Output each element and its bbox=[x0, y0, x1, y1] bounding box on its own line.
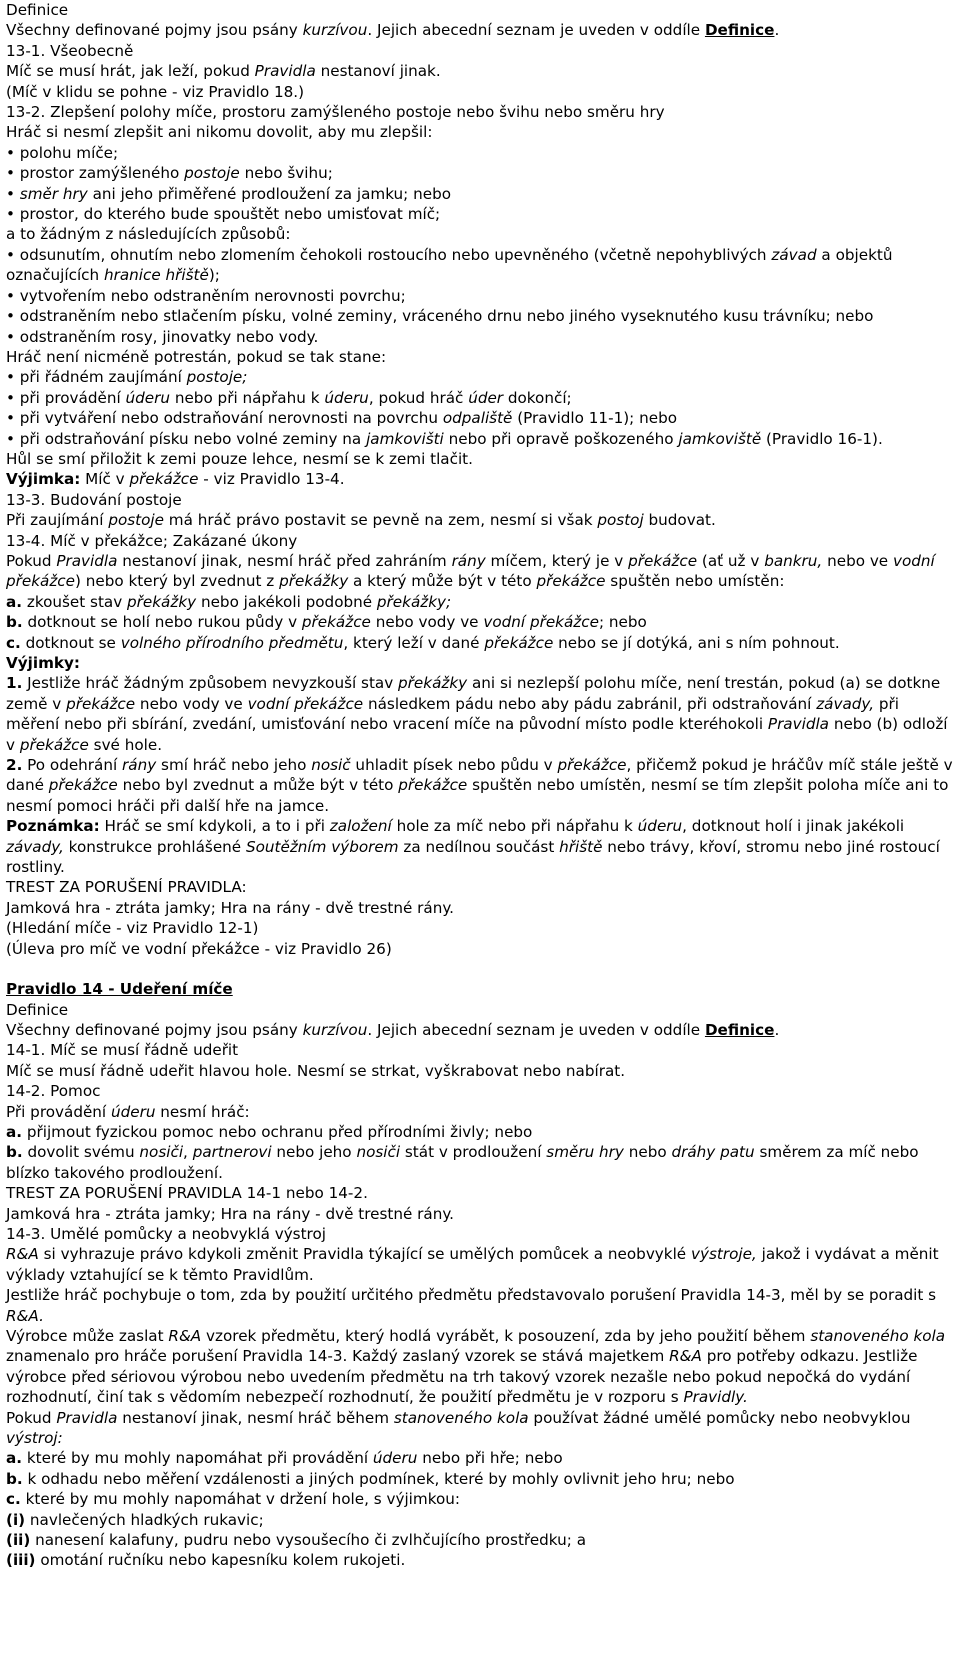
italic-term: Pravidla bbox=[254, 62, 316, 81]
paragraph bbox=[6, 1530, 954, 1550]
text-run: uhladit písek nebo půdu v bbox=[350, 756, 558, 775]
paragraph bbox=[6, 1489, 954, 1509]
text-run: budovat. bbox=[643, 511, 716, 530]
italic-term: úderu bbox=[637, 817, 683, 836]
text-run: nebo při hře; nebo bbox=[417, 1449, 563, 1468]
text-run: • odstraněním nebo stlačením písku, volné zeminy, vráceného drnu nebo jiného vyseknutého kusu trávníku; nebo bbox=[6, 307, 874, 326]
italic-term: závad bbox=[771, 245, 817, 264]
text-run: . Jejich abecední seznam je uveden v oddíle bbox=[367, 21, 705, 40]
italic-term: rány bbox=[451, 551, 486, 570]
text-run: které by mu mohly napomáhat v držení hole, s výjimkou: bbox=[20, 1490, 460, 1509]
bullet-item bbox=[6, 429, 954, 449]
text-run: Výrobce může zaslat bbox=[6, 1327, 169, 1345]
link-definice[interactable]: Pravidlo 14 - Udeření míče bbox=[6, 980, 233, 999]
text-run: nanesení kalafuny, pudru nebo vysoušecího či zvlhčujícího prostředku; a bbox=[30, 1531, 587, 1550]
italic-term: směr hry bbox=[19, 184, 88, 203]
italic-term: odpaliště bbox=[442, 409, 513, 428]
text-run: , dotknout holí i jinak jakékoli bbox=[682, 817, 905, 836]
text-run: stát v prodloužení bbox=[400, 1143, 547, 1162]
section-title: Definice bbox=[704, 1020, 775, 1039]
text-run: ani si nezlepší polohu míče, není trestán, pokud (a) se dotkne země v bbox=[6, 674, 941, 713]
text-run: Hráč se smí kdykoli, a to i při bbox=[99, 817, 330, 836]
bold-label: (i) bbox=[6, 1510, 26, 1529]
text-run: 13-4. Míč v překážce; Zakázané úkony bbox=[6, 531, 298, 550]
text-run: , bbox=[183, 1143, 193, 1162]
text-run: Hráč si nesmí zlepšit ani nikomu dovolit, aby mu zlepšil: bbox=[6, 123, 433, 142]
text-run: Po odehrání bbox=[22, 756, 123, 775]
bullet-item bbox=[6, 367, 954, 387]
bold-label: Výjimky: bbox=[6, 654, 80, 672]
italic-term: vodní překážce bbox=[6, 551, 935, 591]
italic-term: překážky; bbox=[376, 592, 452, 611]
italic-term: partnerovi bbox=[192, 1143, 272, 1162]
bullet-item bbox=[6, 204, 954, 224]
text-run: . bbox=[774, 21, 780, 40]
text-run: pro potřeby odkazu. Jestliže výrobce před sériovou výrobou nebo uvedením předmětu na trh takový vzorek nezašle nebo pokud nepočká do vydání rozhodnutí, činí tak s vědomím nebezpečí rozhodnutí, že použití předmětu je v rozporu s bbox=[6, 1347, 918, 1407]
italic-term: úder bbox=[468, 388, 504, 407]
text-run: • při odstraňování písku nebo volné zeminy na bbox=[6, 429, 367, 448]
text-run: nebo ve bbox=[822, 551, 893, 570]
text-run: má hráč právo postavit se pevně na zem, nesmí si však bbox=[163, 511, 598, 530]
text-run: smí hráč nebo jeho bbox=[156, 756, 312, 775]
text-run: • při řádném zaujímání bbox=[6, 368, 187, 387]
paragraph bbox=[6, 1102, 954, 1122]
italic-term: směru hry bbox=[546, 1143, 624, 1162]
text-run: spuštěn nebo umístěn, nesmí se tím zlepšit poloha míče ani to nesmí pomoci hráči při další hře na jamce. bbox=[6, 776, 949, 815]
section-heading bbox=[6, 979, 954, 999]
text-run: Všechny definované pojmy jsou psány bbox=[6, 1020, 303, 1039]
text-run: ani jeho přiměřené prodloužení za jamku; nebo bbox=[87, 184, 452, 203]
text-run: Pokud bbox=[6, 551, 57, 570]
italic-term: R&A bbox=[168, 1327, 202, 1345]
paragraph bbox=[6, 939, 954, 959]
text-run: Míč v bbox=[80, 470, 130, 489]
bullet-item bbox=[6, 388, 954, 408]
text-run: Jamková hra - ztráta jamky; Hra na rány - dvě trestné rány. bbox=[6, 1204, 454, 1223]
text-run: Definice bbox=[6, 1, 69, 19]
italic-term: překážky bbox=[279, 572, 349, 591]
text-run: nebo bbox=[623, 1143, 672, 1162]
text-run: Míč se musí řádně udeřit hlavou hole. Nesmí se strkat, vyškrabovat nebo nabírat. bbox=[6, 1061, 626, 1080]
text-run: Jestliže hráč žádným způsobem nevyzkouší stav bbox=[22, 674, 399, 693]
bullet-item bbox=[6, 306, 954, 326]
bold-label: a. bbox=[6, 1449, 23, 1468]
italic-term: R&A bbox=[6, 1245, 39, 1264]
italic-term: R&A. bbox=[6, 1306, 44, 1325]
text-run: navlečených hladkých rukavic; bbox=[25, 1510, 264, 1529]
text-run: Míč se musí hrát, jak leží, pokud bbox=[6, 62, 255, 81]
paragraph bbox=[6, 531, 954, 551]
text-run: nebo jakékoli podobné bbox=[196, 592, 377, 611]
text-run: při měření nebo při sbírání, zvedání, umisťování nebo vracení míče na původní místo podle kteréhokoli bbox=[6, 694, 899, 734]
text-run: ; nebo bbox=[598, 613, 647, 632]
paragraph bbox=[6, 1244, 954, 1285]
paragraph bbox=[6, 102, 954, 122]
text-run: nestanoví jinak, nesmí hráč během bbox=[117, 1408, 394, 1427]
text-run: (ať už v bbox=[697, 551, 765, 570]
paragraph bbox=[6, 755, 954, 816]
italic-term: bankru, bbox=[764, 551, 823, 570]
text-run: znamenalo pro hráče porušení Pravidla 14-3. Každý zaslaný vzorek se stává majetkem bbox=[6, 1347, 670, 1366]
italic-term: překážce bbox=[536, 572, 606, 591]
paragraph bbox=[6, 61, 954, 81]
paragraph bbox=[6, 633, 954, 653]
text-run: spuštěn nebo umístěn: bbox=[605, 572, 785, 591]
italic-term: jamkoviště bbox=[678, 429, 762, 448]
text-run: míčem, který je v bbox=[485, 551, 629, 570]
text-run: nebo švihu; bbox=[239, 164, 333, 183]
paragraph bbox=[6, 551, 954, 592]
text-run: Hráč není nicméně potrestán, pokud se tak stane: bbox=[6, 347, 387, 366]
italic-term: hřiště bbox=[559, 837, 603, 856]
italic-term: nosiči bbox=[356, 1143, 401, 1162]
text-run: nebo při nápřahu k bbox=[170, 388, 325, 407]
text-run: nebo byl zvednut a může být v této bbox=[117, 776, 399, 795]
italic-term: postoje; bbox=[186, 368, 248, 387]
italic-term: úderu bbox=[372, 1449, 418, 1468]
italic-term: závady, bbox=[816, 694, 875, 713]
text-run: Pokud bbox=[6, 1408, 57, 1427]
text-run: - viz Pravidlo 13-4. bbox=[198, 470, 345, 489]
bullet-item bbox=[6, 286, 954, 306]
bold-label: (ii) bbox=[6, 1531, 31, 1550]
text-run: které by mu mohly napomáhat při provádění bbox=[22, 1449, 373, 1468]
italic-term: stanoveného kola bbox=[810, 1327, 946, 1345]
italic-term: dráhy patu bbox=[671, 1143, 755, 1162]
text-run: dotknout se bbox=[20, 633, 121, 652]
paragraph bbox=[6, 20, 954, 40]
text-run: • bbox=[6, 184, 20, 203]
italic-term: úderu bbox=[125, 388, 170, 407]
text-run: Všechny definované pojmy jsou psány bbox=[6, 21, 303, 40]
text-run: nebo (b) odloží v bbox=[6, 715, 948, 754]
italic-term: postoje bbox=[108, 511, 164, 530]
italic-term: překážce bbox=[557, 756, 627, 775]
paragraph bbox=[6, 673, 954, 755]
bullet-item bbox=[6, 327, 954, 347]
paragraph bbox=[6, 449, 954, 469]
bold-label: c. bbox=[6, 633, 21, 652]
text-run: nebo při opravě poškozeného bbox=[443, 429, 679, 448]
text-run: • při vytváření nebo odstraňování nerovnosti na povrchu bbox=[6, 409, 443, 428]
text-run: • prostor zamýšleného bbox=[6, 164, 185, 183]
italic-term: překážce bbox=[129, 470, 199, 489]
text-run: 14-3. Umělé pomůcky a neobvyklá výstroj bbox=[6, 1224, 326, 1243]
italic-term: rány bbox=[122, 756, 157, 775]
paragraph bbox=[6, 653, 954, 673]
text-run: nestanoví jinak. bbox=[315, 62, 441, 81]
text-run: ) nebo který byl zvednut z bbox=[75, 572, 280, 591]
paragraph bbox=[6, 898, 954, 918]
text-run: a objektů označujících bbox=[6, 245, 893, 285]
paragraph bbox=[6, 1326, 954, 1408]
paragraph bbox=[6, 1122, 954, 1142]
text-run: dovolit svému bbox=[22, 1143, 140, 1162]
text-run: konstrukce prohlášené bbox=[63, 837, 246, 856]
italic-term: překážce bbox=[628, 551, 698, 570]
italic-term: výstroj: bbox=[6, 1429, 63, 1448]
paragraph bbox=[6, 1224, 954, 1244]
bullet-item bbox=[6, 143, 954, 163]
paragraph bbox=[6, 1040, 954, 1060]
bold-label: b. bbox=[6, 613, 23, 632]
text-run: Jestliže hráč pochybuje o tom, zda by použití určitého předmětu představovalo porušení Pravidla 14-3, měl by se poradit s bbox=[6, 1286, 937, 1305]
text-run: nebo vody ve bbox=[135, 694, 248, 713]
bullet-item bbox=[6, 184, 954, 204]
italic-term: stanoveného kola bbox=[393, 1408, 529, 1427]
text-run: • při provádění bbox=[6, 388, 126, 407]
text-run: nebo vody ve bbox=[370, 613, 484, 632]
text-run: zkoušet stav bbox=[22, 592, 128, 611]
text-run: své hole. bbox=[88, 735, 163, 754]
text-run: (Úleva pro míč ve vodní překážce - viz Pravidlo 26) bbox=[6, 939, 392, 958]
italic-term: výstroje, bbox=[690, 1245, 757, 1264]
bullet-item bbox=[6, 245, 954, 286]
bold-label: a. bbox=[6, 592, 23, 611]
text-run: nesmí hráč: bbox=[155, 1102, 250, 1121]
text-run: Při zaujímání bbox=[6, 511, 109, 530]
paragraph bbox=[6, 1285, 954, 1326]
bold-label: Poznámka: bbox=[6, 817, 100, 836]
paragraph bbox=[6, 816, 954, 877]
italic-term: překážce bbox=[484, 633, 554, 652]
italic-term: založení bbox=[329, 817, 392, 836]
text-run: přijmout fyzickou pomoc nebo ochranu před přírodními živly; nebo bbox=[22, 1122, 533, 1141]
text-run: • polohu míče; bbox=[6, 143, 119, 162]
text-run: , pokud hráč bbox=[368, 388, 469, 407]
italic-term: kurzívou bbox=[302, 1020, 368, 1039]
bold-label: 1. bbox=[6, 674, 23, 693]
paragraph bbox=[6, 1550, 954, 1570]
italic-term: Pravidly. bbox=[683, 1388, 748, 1407]
italic-term: hranice hřiště bbox=[104, 266, 209, 285]
bullet-item bbox=[6, 163, 954, 183]
text-run: , který leží v dané bbox=[343, 633, 485, 652]
paragraph bbox=[6, 1204, 954, 1224]
italic-term: překážky bbox=[398, 674, 468, 693]
text-run: TREST ZA PORUŠENÍ PRAVIDLA: bbox=[6, 878, 247, 897]
paragraph bbox=[6, 1183, 954, 1203]
paragraph bbox=[6, 918, 954, 938]
text-run: (Pravidlo 11-1); nebo bbox=[512, 409, 678, 428]
text-run: nebo se jí dotýká, ani s ním pohnout. bbox=[553, 633, 840, 652]
italic-term: postoj bbox=[597, 511, 644, 530]
text-run: • vytvořením nebo odstraněním nerovnosti povrchu; bbox=[6, 286, 406, 305]
bold-label: c. bbox=[6, 1490, 21, 1509]
text-run: . bbox=[774, 1020, 780, 1039]
paragraph bbox=[6, 1469, 954, 1489]
bold-label: a. bbox=[6, 1122, 23, 1141]
italic-term: R&A bbox=[669, 1347, 702, 1366]
text-run: a to žádným z následujících způsobů: bbox=[6, 225, 291, 244]
text-run: Při provádění bbox=[6, 1102, 111, 1121]
text-run: nebo jeho bbox=[271, 1143, 357, 1162]
text-run: vzorek předmětu, který hodlá vyrábět, k posouzení, zda by jeho použití během bbox=[201, 1327, 811, 1345]
paragraph bbox=[6, 612, 954, 632]
text-run: používat žádné umělé pomůcky nebo neobvyklou bbox=[528, 1408, 911, 1427]
bold-label: b. bbox=[6, 1469, 23, 1488]
text-run: a který může být v této bbox=[348, 572, 537, 591]
text-run: nebo trávy, křoví, stromu nebo jiné rostoucí rostliny. bbox=[6, 837, 940, 877]
text-run: Definice bbox=[6, 1000, 69, 1019]
italic-term: Pravidla bbox=[767, 715, 829, 734]
text-run: (Hledání míče - viz Pravidlo 12-1) bbox=[6, 919, 259, 938]
link-definice[interactable]: Definice bbox=[704, 21, 775, 40]
text-run: Jamková hra - ztráta jamky; Hra na rány - dvě trestné rány. bbox=[6, 898, 454, 917]
text-run: hole za míč nebo při nápřahu k bbox=[391, 817, 638, 836]
bold-label: 2. bbox=[6, 756, 23, 775]
italic-term: jamkovišti bbox=[366, 429, 444, 448]
paragraph bbox=[6, 0, 954, 20]
italic-term: Soutěžním výborem bbox=[245, 837, 399, 856]
paragraph bbox=[6, 82, 954, 102]
text-run: 13-2. Zlepšení polohy míče, prostoru zamýšleného postoje nebo švihu nebo směru hry bbox=[6, 103, 665, 122]
text-run: 14-1. Míč se musí řádně udeřit bbox=[6, 1041, 239, 1060]
text-run: dokončí; bbox=[503, 388, 572, 407]
italic-term: nosiči bbox=[139, 1143, 184, 1162]
text-run: 13-3. Budování postoje bbox=[6, 490, 182, 509]
italic-term: nosič bbox=[311, 756, 351, 775]
paragraph bbox=[6, 1510, 954, 1530]
paragraph bbox=[6, 1142, 954, 1183]
text-run: dotknout se holí nebo rukou půdy v bbox=[22, 613, 302, 632]
italic-term: překážce bbox=[398, 776, 468, 795]
bold-label: Výjimka: bbox=[6, 470, 81, 489]
text-run: směrem za míč nebo blízko takového prodloužení. bbox=[6, 1143, 919, 1182]
text-run: , přičemž pokud je hráčův míč stále ještě v dané bbox=[6, 756, 953, 795]
italic-term: vodní překážce bbox=[483, 613, 599, 632]
text-run: Hůl se smí přiložit k zemi pouze lehce, nesmí se k zemi tlačit. bbox=[6, 449, 473, 468]
paragraph bbox=[6, 877, 954, 897]
italic-term: překážce bbox=[66, 694, 136, 713]
paragraph bbox=[6, 1020, 954, 1040]
text-run: následkem pádu nebo aby pádu zabránil, při odstraňování bbox=[363, 694, 817, 713]
paragraph bbox=[6, 510, 954, 530]
text-run: omotání ručníku nebo kapesníku kolem rukojeti. bbox=[35, 1551, 406, 1570]
italic-term: postoje bbox=[184, 164, 240, 183]
text-run: jakož i vydávat a měnit výklady vztahující se k těmto Pravidlům. bbox=[6, 1245, 939, 1284]
paragraph bbox=[6, 1081, 954, 1101]
italic-term: překážky bbox=[127, 592, 197, 611]
text-run: (Pravidlo 16-1). bbox=[761, 429, 883, 448]
paragraph bbox=[6, 347, 954, 367]
text-run: za nedílnou součást bbox=[398, 837, 560, 856]
text-run: (Míč v klidu se pohne - viz Pravidlo 18.) bbox=[6, 82, 305, 101]
bold-label: b. bbox=[6, 1143, 23, 1162]
italic-term: úderu bbox=[324, 388, 369, 407]
bullet-item bbox=[6, 408, 954, 428]
text-run: k odhadu nebo měření vzdálenosti a jiných podmínek, které by mohly ovlivnit jeho hru; nebo bbox=[22, 1469, 735, 1488]
italic-term: úderu bbox=[110, 1102, 156, 1121]
paragraph bbox=[6, 1061, 954, 1081]
italic-term: závady, bbox=[6, 837, 64, 856]
italic-term: vodní překážce bbox=[247, 694, 364, 713]
italic-term: kurzívou bbox=[302, 21, 368, 40]
italic-term: překážce bbox=[19, 735, 89, 754]
paragraph bbox=[6, 122, 954, 142]
text-run: • prostor, do kterého bude spouštět nebo umisťovat míč; bbox=[6, 205, 441, 224]
text-run: TREST ZA PORUŠENÍ PRAVIDLA 14-1 nebo 14-2. bbox=[6, 1184, 368, 1203]
paragraph bbox=[6, 1448, 954, 1468]
italic-term: překážce bbox=[301, 613, 371, 632]
paragraph bbox=[6, 490, 954, 510]
text-run: . Jejich abecední seznam je uveden v oddíle bbox=[367, 1020, 705, 1039]
text-run: 13-1. Všeobecně bbox=[6, 41, 134, 60]
italic-term: volného přírodního předmětu bbox=[120, 633, 344, 652]
paragraph bbox=[6, 469, 954, 489]
paragraph bbox=[6, 41, 954, 61]
text-run: 14-2. Pomoc bbox=[6, 1082, 101, 1101]
italic-term: Pravidla bbox=[56, 551, 118, 570]
bold-label: (iii) bbox=[6, 1551, 36, 1570]
text-run: si vyhrazuje právo kdykoli změnit Pravidla týkající se umělých pomůcek a neobvyklé bbox=[38, 1245, 691, 1264]
paragraph bbox=[6, 592, 954, 612]
text-run: nestanoví jinak, nesmí hráč před zahráním bbox=[117, 551, 452, 570]
text-run: • odstraněním rosy, jinovatky nebo vody. bbox=[6, 327, 319, 346]
paragraph bbox=[6, 1408, 954, 1449]
text-run: ); bbox=[208, 266, 220, 285]
paragraph bbox=[6, 224, 954, 244]
italic-term: překážce bbox=[48, 776, 118, 795]
italic-term: Pravidla bbox=[56, 1408, 118, 1427]
paragraph bbox=[6, 1000, 954, 1020]
text-run: • odsunutím, ohnutím nebo zlomením čehokoli rostoucího nebo upevněného (včetně nepohyblivých bbox=[6, 245, 772, 264]
